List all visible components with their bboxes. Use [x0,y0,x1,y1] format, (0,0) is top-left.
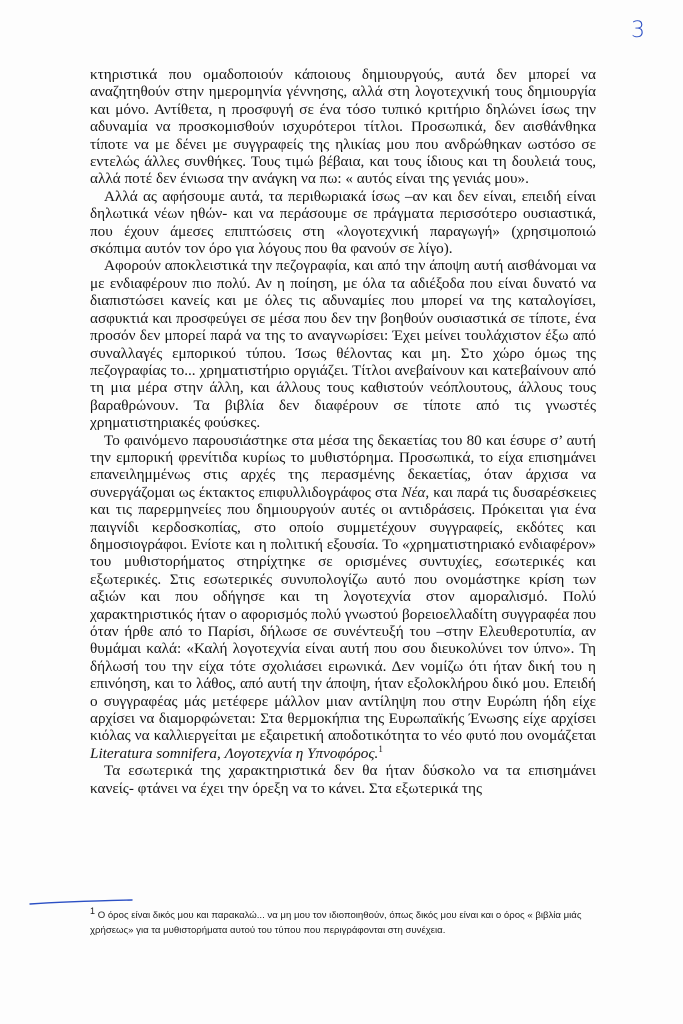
body-text [90,66,596,797]
italic-text: Literatura somnifera [90,744,217,762]
text-run: Τα εσωτερικά της χαρακτηριστικά δεν θα ήταν δύσκολο να τα επισημάνει κανείς- φτάνει να έχει την όρεξη να το κάνει. Στα εξωτερικά της [90,762,596,797]
text-run: , [217,744,225,762]
text-run: Το φαινόμενο παρουσιάστηκε στα μέσα της δεκαετίας του 80 και έσυρε σ’ αυτή την εμπορική φρενίτιδα κυρίως το μυθιστόρημα. Προσωπικά, το είχα επισημάνει επανειλημμένως στις αρχές της περασμένης δεκαετίας, όταν άρχισα να συνεργάζομαι ως έκτακτος επιφυλλιδογράφος στα [90,431,596,501]
footnote-marker: 1 [90,905,96,916]
footnote [90,905,610,938]
paragraph [90,257,596,431]
italic-text: Νέα [401,483,426,501]
text-run: Αλλά ας αφήσουμε αυτά, τα περιθωριακά ίσως –αν και δεν είναι, επειδή είναι δηλωτικά νέων ηθών- και να περάσουμε σε πράγματα περισσότερο ουσιαστικά, που έχουν άμεσες επιπτώσεις στη «λογοτεχνική παραγωγή» (χρησιμοποιώ σκόπιμα αυτόν τον όρο για λόγους που θα φανούν σε λίγο). [90,187,596,258]
page-number: 3 [631,18,645,43]
pen-underline-mark [28,896,134,908]
text-run: , και παρά τις δυσαρέσκειες και τις παρερμηνείες που δημιουργούν αυτές οι αντιδράσεις. Πρόκειται για ένα παιγνίδι κερδοσκοπίας, στο οποίο συμμετέχουν συγγραφείς, εκδότες και δημοσιογράφοι. Ενίοτε και η πολιτική εξουσία. Το «χρηματιστηριακό ενδιαφέρον» του μυθιστορήματος στηρίχτηκε σε ορισμένες συντυχίες, εσωτερικές και εξωτερικές. Στις εσωτερικές συνυπολογίζω αυτό που ονομάστηκε κρίση των αξιών και που οδήγησε και τη λογοτεχνία στον αμοραλισμό. Πολύ χαρακτηριστικός ήταν ο αφορισμός πολύ γνωστού βορειοελλαδίτη συγγραφέα που όταν ήρθε από το Παρίσι, δήλωσε σε συνέντευξή του –στην Ελευθεροτυπία, αν θυμάμαι καλά: «Καλή λογοτεχνία είναι αυτή που σου διευκολύνει τον ύπνο». Τη δήλωσή του την είχα τότε σχολιάσει ειρωνικά. Δεν νομίζω ότι ήταν δική του η επινόηση, και το λάθος, από αυτή την άποψη, ήταν εξολοκλήρου δικό μου. Επειδή ο συγγραφέας μάς μετέφερε μάλλον μιαν αντίληψη που στην Ευρώπη ήδη είχε αρχίσει να διαμορφώνεται: Στα θερμοκήπια της Ευρωπαϊκής Ένωσης είχε αρχίσει κιόλας να καλλιεργείται με εξαιρετική αποδοτικότητα το νέο φυτό που ονομάζεται [90,483,596,745]
paragraph [90,762,596,797]
text-run: Αφορούν αποκλειστικά την πεζογραφία, και από την άποψη αυτή αισθάνομαι να με ενδιαφέρουν πιο πολύ. Αν η ποίηση, με όλα τα αδιέξοδα που είναι δυνατό να διαπιστώσει κανείς και με όλες τις αδυναμίες που μπορεί να της καταλογίσει, ασφυκτιά και προσφεύγει σε μέσα που δεν την βοηθούν ουσιαστικά σε τίποτε, ένα προσόν δεν μπορεί παρά να της το αναγνωρίσει: Έχει μείνει τουλάχιστον έξω από συναλλαγές εμπορικού τύπου. Ίσως θέλοντας και μη. Στο χώρο όμως της πεζογραφίας το... χρηματιστήριο οργιάζει. Τίτλοι ανεβαίνουν και κατεβαίνουν από τη μια μέρα στην άλλη, και άλλους τους καθιστούν νεόπλουτους, άλλους τους βαραθρώνουν. Τα βιβλία δεν διαφέρουν σε τίποτε από τις γνωστές χρηματιστηριακές φούσκες. [90,257,596,432]
footnote-text: Ο όρος είναι δικός μου και παρακαλώ... να μη μου τον ιδιοποιηθούν, όπως δικός μου είναι και ο όρος « βιβλία μιάς χρήσεως» για τα μυθιστορήματα αυτού του τύπου που περιγράφονται στη συνέχεια. [90,910,582,936]
paragraph [90,188,596,258]
paragraph [90,66,596,188]
footnote-reference: 1 [378,743,383,754]
italic-text: Λογοτεχνία η Υπνοφόρος. [224,744,379,762]
paragraph [90,432,596,763]
text-run: κτηριστικά που ομαδοποιούν κάποιους δημιουργούς, αυτά δεν μπορεί να αναζητηθούν στην ημερομηνία γέννησης, αλλά στη λογοτεχνική τους δημιουργία και μόνο. Αντίθετα, η προσφυγή σε ένα τόσο τυπικό κριτήριο δηλώνει ίσως την αδυναμία να προσκομισθούν ισχυρότεροι τίτλοι. Προσωπικά, δεν αισθάνθηκα τίποτε να με δένει με συγγραφείς της ηλικίας μου που ανδρώθηκαν ωστόσο σε εντελώς άλλες συνθήκες. Τους τιμώ βέβαια, και τους ίδιους και τη δουλειά τους, αλλά ποτέ δεν ένιωσα την ανάγκη να πω: « αυτός είναι της γενιάς μου». [90,66,596,188]
